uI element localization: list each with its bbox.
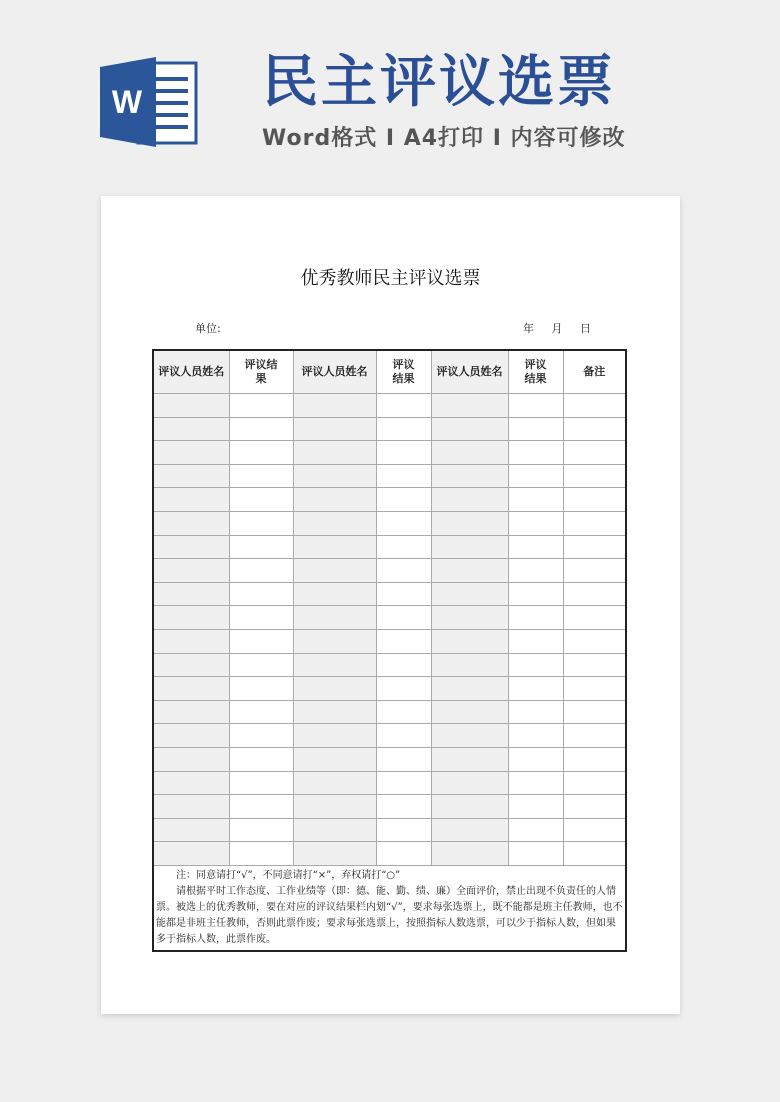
document-page: [101, 196, 680, 1014]
table-cell[interactable]: [293, 606, 376, 630]
table-cell[interactable]: [153, 795, 229, 819]
table-row: [153, 747, 626, 771]
table-cell[interactable]: [293, 535, 376, 559]
table-cell[interactable]: [508, 795, 563, 819]
table-cell[interactable]: [508, 606, 563, 630]
table-cell[interactable]: [431, 629, 508, 653]
table-cell[interactable]: [376, 700, 431, 724]
table-cell[interactable]: [293, 394, 376, 418]
table-cell[interactable]: [376, 724, 431, 748]
table-cell[interactable]: [563, 464, 626, 488]
table-cell[interactable]: [293, 441, 376, 465]
table-cell[interactable]: [153, 535, 229, 559]
table-cell[interactable]: [376, 535, 431, 559]
table-cell[interactable]: [153, 559, 229, 583]
table-cell[interactable]: [508, 677, 563, 701]
table-row: [153, 488, 626, 512]
document-title: 优秀教师民主评议选票: [300, 268, 481, 289]
table-cell[interactable]: [153, 606, 229, 630]
table-cell[interactable]: [293, 771, 376, 795]
table-cell[interactable]: [508, 582, 563, 606]
column-header: 评议人员姓名: [293, 350, 376, 394]
table-cell[interactable]: [508, 535, 563, 559]
table-row: [153, 535, 626, 559]
table-cell[interactable]: [508, 747, 563, 771]
table-row: [153, 511, 626, 535]
table-cell[interactable]: [431, 394, 508, 418]
table-cell[interactable]: [293, 842, 376, 866]
table-cell[interactable]: [563, 677, 626, 701]
table-cell[interactable]: [229, 629, 293, 653]
table-cell[interactable]: [229, 417, 293, 441]
table-cell[interactable]: [376, 653, 431, 677]
table-cell[interactable]: [153, 677, 229, 701]
table-cell[interactable]: [508, 559, 563, 583]
table-cell[interactable]: [153, 700, 229, 724]
table-cell[interactable]: [431, 653, 508, 677]
table-row: [153, 582, 626, 606]
table-row: [153, 724, 626, 748]
column-header: 评议人员姓名: [153, 350, 229, 394]
table-cell[interactable]: [229, 818, 293, 842]
table-cell[interactable]: [508, 771, 563, 795]
table-cell[interactable]: [563, 842, 626, 866]
table-cell[interactable]: [431, 677, 508, 701]
column-header: 评议结果: [376, 350, 431, 394]
table-cell[interactable]: [508, 629, 563, 653]
table-cell[interactable]: [229, 700, 293, 724]
table-cell[interactable]: [229, 488, 293, 512]
table-row: [153, 629, 626, 653]
note-line-2: 请根据平时工作态度、工作业绩等（即：德、能、勤、绩、廉）全面评价，禁止出现不负责任的人情票。被选上的优秀教师，要在对应的评议结果栏内划“√”，要求每张选票上，既不能都是班主任教师，也不能都是非班主任教师，否则此票作废；要求每张选票上，按照指标人数选票，可以少于指标人数，但如果多于指标人数，此票作废。: [156, 885, 623, 945]
table-cell[interactable]: [431, 700, 508, 724]
table-cell[interactable]: [431, 724, 508, 748]
table-cell[interactable]: [229, 559, 293, 583]
table-cell[interactable]: [431, 747, 508, 771]
table-cell[interactable]: [229, 677, 293, 701]
table-cell[interactable]: [431, 535, 508, 559]
table-cell[interactable]: [431, 417, 508, 441]
table-cell[interactable]: [431, 559, 508, 583]
table-row: [153, 795, 626, 819]
table-row: [153, 606, 626, 630]
table-cell[interactable]: [293, 464, 376, 488]
table-cell[interactable]: [563, 511, 626, 535]
table-cell[interactable]: [563, 818, 626, 842]
table-cell[interactable]: [431, 441, 508, 465]
table-cell[interactable]: [563, 653, 626, 677]
table-cell[interactable]: [153, 747, 229, 771]
table-cell[interactable]: [508, 464, 563, 488]
table-row: [153, 677, 626, 701]
table-cell[interactable]: [563, 606, 626, 630]
table-cell[interactable]: [431, 842, 508, 866]
table-cell[interactable]: [293, 417, 376, 441]
table-cell[interactable]: [431, 464, 508, 488]
table-cell[interactable]: [563, 747, 626, 771]
banner-subtitle: Word格式 I A4打印 I 内容可修改: [262, 126, 626, 151]
table-cell[interactable]: [153, 417, 229, 441]
banner-title: 民主评议选票: [262, 50, 616, 115]
table-cell[interactable]: [229, 795, 293, 819]
table-cell[interactable]: [229, 535, 293, 559]
table-cell[interactable]: [153, 511, 229, 535]
note-line-1: 注：同意请打“√”，不同意请打“×”，弃权请打“○”: [176, 869, 401, 881]
table-cell[interactable]: [376, 606, 431, 630]
table-cell[interactable]: [563, 700, 626, 724]
table-cell[interactable]: [431, 488, 508, 512]
table-cell[interactable]: [376, 441, 431, 465]
table-row: [153, 842, 626, 866]
table-cell[interactable]: [293, 724, 376, 748]
table-cell[interactable]: [563, 559, 626, 583]
table-cell[interactable]: [153, 441, 229, 465]
table-cell[interactable]: [293, 700, 376, 724]
table-cell[interactable]: [563, 417, 626, 441]
table-row: [153, 464, 626, 488]
table-cell[interactable]: [563, 394, 626, 418]
table-row: [153, 394, 626, 418]
table-cell[interactable]: [153, 724, 229, 748]
note-cell: [153, 865, 626, 951]
table-cell[interactable]: [508, 488, 563, 512]
table-row: [153, 818, 626, 842]
table-cell[interactable]: [293, 559, 376, 583]
table-cell[interactable]: [563, 771, 626, 795]
table-cell[interactable]: [293, 747, 376, 771]
column-header: 评议结果: [229, 350, 293, 394]
table-cell[interactable]: [431, 771, 508, 795]
table-cell[interactable]: [293, 677, 376, 701]
table-cell[interactable]: [563, 488, 626, 512]
table-cell[interactable]: [508, 724, 563, 748]
column-header: 备注: [563, 350, 626, 394]
table-cell[interactable]: [431, 511, 508, 535]
table-cell[interactable]: [293, 488, 376, 512]
table-cell[interactable]: [376, 677, 431, 701]
date-label: 年 月 日: [523, 322, 591, 335]
table-row: [153, 417, 626, 441]
table-cell[interactable]: [376, 629, 431, 653]
table-cell[interactable]: [293, 653, 376, 677]
table-cell[interactable]: [508, 700, 563, 724]
ballot-table: [152, 349, 627, 952]
table-cell[interactable]: [376, 464, 431, 488]
table-cell[interactable]: [153, 629, 229, 653]
table-cell[interactable]: [153, 653, 229, 677]
table-cell[interactable]: [153, 582, 229, 606]
table-cell[interactable]: [376, 795, 431, 819]
table-cell[interactable]: [563, 441, 626, 465]
table-cell[interactable]: [376, 747, 431, 771]
table-cell[interactable]: [153, 394, 229, 418]
unit-label: 单位:: [195, 322, 221, 335]
table-cell[interactable]: [508, 511, 563, 535]
table-cell[interactable]: [293, 582, 376, 606]
table-cell[interactable]: [508, 441, 563, 465]
column-header: 评议结果: [508, 350, 563, 394]
table-cell[interactable]: [229, 771, 293, 795]
column-header: 评议人员姓名: [431, 350, 508, 394]
table-cell[interactable]: [431, 606, 508, 630]
table-cell[interactable]: [229, 747, 293, 771]
table-cell[interactable]: [376, 488, 431, 512]
table-row: [153, 700, 626, 724]
table-cell[interactable]: [229, 511, 293, 535]
table-cell[interactable]: [229, 653, 293, 677]
table-cell[interactable]: [293, 795, 376, 819]
table-cell[interactable]: [229, 441, 293, 465]
table-cell[interactable]: [508, 394, 563, 418]
table-cell[interactable]: [153, 842, 229, 866]
table-cell[interactable]: [376, 842, 431, 866]
table-cell[interactable]: [376, 511, 431, 535]
table-row: [153, 771, 626, 795]
table-cell[interactable]: [431, 818, 508, 842]
table-cell[interactable]: [153, 464, 229, 488]
table-cell[interactable]: [563, 535, 626, 559]
table-cell[interactable]: [376, 417, 431, 441]
table-cell[interactable]: [563, 582, 626, 606]
word-logo-icon: [100, 57, 198, 147]
table-cell[interactable]: [229, 842, 293, 866]
table-cell[interactable]: [376, 394, 431, 418]
table-cell[interactable]: [229, 394, 293, 418]
table-row: [153, 653, 626, 677]
svg-text:W: W: [111, 84, 143, 120]
table-cell[interactable]: [153, 488, 229, 512]
table-row: [153, 559, 626, 583]
table-cell[interactable]: [508, 653, 563, 677]
table-cell[interactable]: [508, 417, 563, 441]
table-cell[interactable]: [229, 724, 293, 748]
table-cell[interactable]: [563, 724, 626, 748]
table-cell[interactable]: [431, 582, 508, 606]
table-cell[interactable]: [376, 582, 431, 606]
table-cell[interactable]: [563, 795, 626, 819]
table-cell[interactable]: [563, 629, 626, 653]
table-cell[interactable]: [508, 818, 563, 842]
table-cell[interactable]: [153, 771, 229, 795]
table-cell[interactable]: [229, 606, 293, 630]
table-cell[interactable]: [431, 795, 508, 819]
table-row: [153, 441, 626, 465]
table-cell[interactable]: [293, 511, 376, 535]
table-cell[interactable]: [376, 818, 431, 842]
table-cell[interactable]: [153, 818, 229, 842]
table-cell[interactable]: [293, 818, 376, 842]
table-cell[interactable]: [229, 582, 293, 606]
table-cell[interactable]: [229, 464, 293, 488]
table-cell[interactable]: [376, 771, 431, 795]
table-cell[interactable]: [376, 559, 431, 583]
table-cell[interactable]: [293, 629, 376, 653]
table-cell[interactable]: [508, 842, 563, 866]
